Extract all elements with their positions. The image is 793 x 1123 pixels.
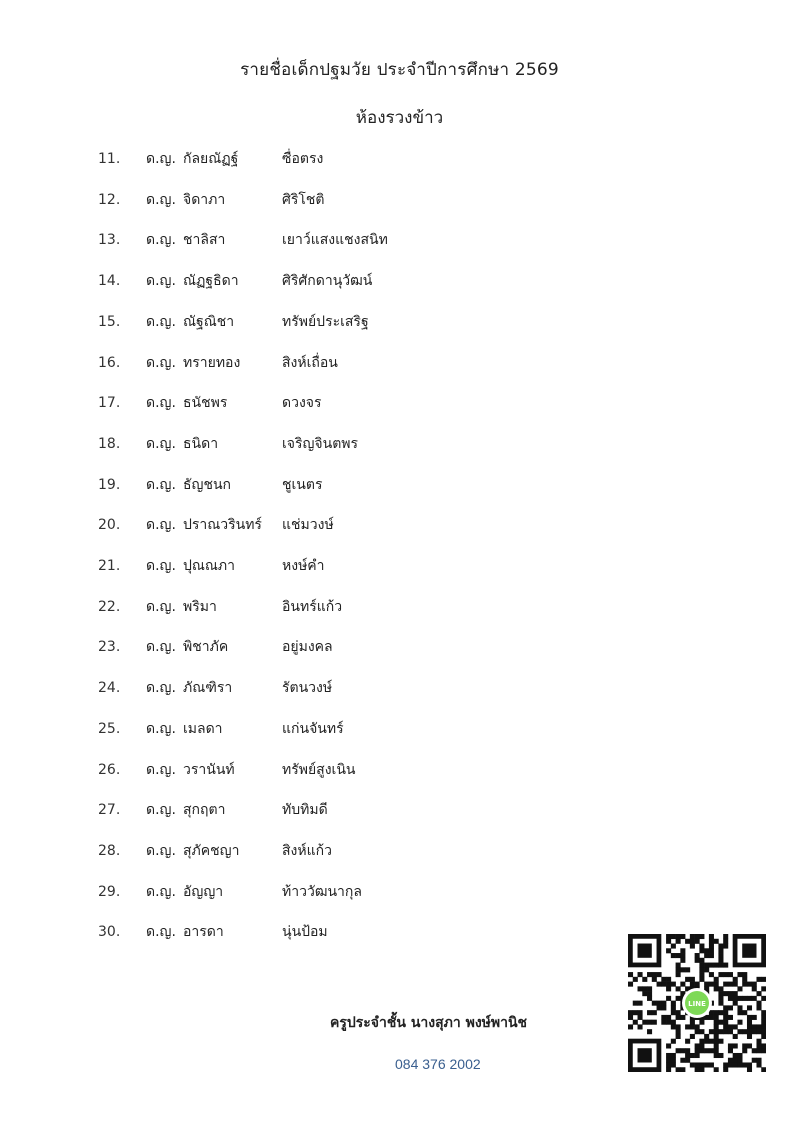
student-row: [0, 229, 793, 251]
student-first-name: พริมา: [183, 598, 217, 615]
student-first-name: พิชาภัค: [183, 639, 229, 656]
student-row: [0, 759, 793, 781]
student-prefix: ด.ญ.: [146, 639, 176, 656]
student-first-name: เมลดา: [183, 720, 223, 737]
student-row: [0, 392, 793, 414]
student-last-name: ศิริศักดานุวัฒน์: [282, 273, 373, 290]
student-first-name: สุภัคชญา: [183, 842, 240, 859]
student-last-name: ทรัพย์ประเสริฐ: [282, 313, 369, 330]
student-last-name: ดวงจร: [282, 395, 322, 412]
student-prefix: ด.ญ.: [146, 151, 176, 167]
student-number: 29.: [98, 883, 121, 900]
student-row: [0, 881, 793, 903]
student-number: 12.: [98, 191, 121, 208]
student-first-name: สุกฤตา: [183, 802, 226, 819]
student-last-name: สิงห์เถื่อน: [282, 354, 338, 371]
student-number: 28.: [98, 842, 121, 859]
student-prefix: ด.ญ.: [146, 558, 176, 574]
student-prefix: ด.ญ.: [146, 354, 176, 371]
student-number: 11.: [98, 151, 121, 167]
student-number: 16.: [98, 354, 121, 371]
student-row: [0, 474, 793, 496]
student-first-name: ปราณวรินทร์: [183, 517, 262, 534]
student-row: [0, 514, 793, 536]
student-prefix: ด.ญ.: [146, 435, 176, 452]
student-prefix: ด.ญ.: [146, 598, 176, 615]
student-last-name: เยาว์แสงแชงสนิท: [282, 232, 388, 249]
student-first-name: ธนิดา: [183, 435, 219, 452]
student-row: [0, 677, 793, 699]
student-row: [0, 189, 793, 211]
student-row: [0, 596, 793, 618]
room-name: ห้องรวงข้าว: [355, 108, 444, 128]
student-first-name: จิดาภา: [183, 191, 226, 208]
student-last-name: ชูเนตร: [282, 476, 323, 493]
student-first-name: ณัฏฐธิดา: [183, 273, 239, 290]
student-number: 19.: [98, 476, 121, 493]
student-last-name: เจริญจินตพร: [282, 435, 359, 452]
student-prefix: ด.ญ.: [146, 802, 176, 819]
student-number: 20.: [98, 517, 121, 534]
student-first-name: ทรายทอง: [183, 354, 241, 371]
student-last-name: ทรัพย์สูงเนิน: [282, 761, 356, 778]
student-number: 13.: [98, 232, 121, 249]
student-prefix: ด.ญ.: [146, 842, 176, 859]
student-prefix: ด.ญ.: [146, 232, 176, 249]
teacher-signature: ครูประจำชั้น นางสุภา พงษ์พานิช: [330, 1015, 528, 1031]
student-first-name: ธัญชนก: [183, 476, 232, 493]
student-row: [0, 433, 793, 455]
student-prefix: ด.ญ.: [146, 720, 176, 737]
student-last-name: อยู่มงคล: [282, 639, 333, 656]
student-first-name: วรานันท์: [183, 761, 235, 778]
student-last-name: นุ่นป้อม: [282, 924, 328, 941]
student-number: 21.: [98, 558, 121, 574]
student-row: [0, 270, 793, 292]
student-last-name: ทับทิมดี: [282, 802, 328, 819]
student-prefix: ด.ญ.: [146, 517, 176, 534]
student-last-name: อินทร์แก้ว: [282, 598, 343, 615]
student-row: [0, 636, 793, 658]
student-last-name: รัตนวงษ์: [282, 680, 333, 697]
student-number: 14.: [98, 273, 121, 290]
student-number: 24.: [98, 680, 121, 697]
student-number: 27.: [98, 802, 121, 819]
line-qr-code-icon: [628, 934, 766, 1072]
student-number: 26.: [98, 761, 121, 778]
student-last-name: ซื่อตรง: [282, 151, 324, 167]
student-number: 25.: [98, 720, 121, 737]
student-first-name: ปุณณภา: [183, 558, 235, 574]
student-last-name: แช่มวงษ์: [282, 517, 334, 534]
student-prefix: ด.ญ.: [146, 191, 176, 208]
student-first-name: ชาลิสา: [183, 232, 226, 249]
student-prefix: ด.ญ.: [146, 883, 176, 900]
student-row: [0, 555, 793, 577]
student-prefix: ด.ญ.: [146, 680, 176, 697]
student-number: 17.: [98, 395, 121, 412]
student-prefix: ด.ญ.: [146, 761, 176, 778]
student-first-name: กัลยณัฏฐ์: [183, 151, 239, 167]
student-row: [0, 718, 793, 740]
student-prefix: ด.ญ.: [146, 273, 176, 290]
student-row: [0, 352, 793, 374]
student-number: 23.: [98, 639, 121, 656]
student-row: [0, 840, 793, 862]
student-number: 15.: [98, 313, 121, 330]
student-row: [0, 311, 793, 333]
student-prefix: ด.ญ.: [146, 313, 176, 330]
student-last-name: ศิริโชติ: [282, 191, 325, 208]
student-number: 22.: [98, 598, 121, 615]
student-row: [0, 148, 793, 170]
student-last-name: หงษ์คำ: [282, 558, 325, 574]
student-number: 18.: [98, 435, 121, 452]
phone-number: 084 376 2002: [395, 1056, 481, 1072]
student-first-name: ณัฐณิชา: [183, 313, 235, 330]
student-first-name: อัญญา: [183, 883, 224, 900]
student-prefix: ด.ญ.: [146, 476, 176, 493]
student-first-name: อารดา: [183, 924, 224, 941]
student-row: [0, 799, 793, 821]
student-first-name: ภัณฑิรา: [183, 680, 233, 697]
page-title: รายชื่อเด็กปฐมวัย ประจำปีการศึกษา 2569: [240, 60, 559, 80]
student-last-name: สิงห์แก้ว: [282, 842, 332, 859]
student-last-name: ท้าววัฒนากุล: [282, 883, 362, 900]
student-first-name: ธนัชพร: [183, 395, 228, 412]
student-prefix: ด.ญ.: [146, 924, 176, 941]
student-last-name: แก่นจันทร์: [282, 720, 344, 737]
student-prefix: ด.ญ.: [146, 395, 176, 412]
line-badge-text: LINE: [688, 1000, 706, 1008]
student-number: 30.: [98, 924, 121, 941]
